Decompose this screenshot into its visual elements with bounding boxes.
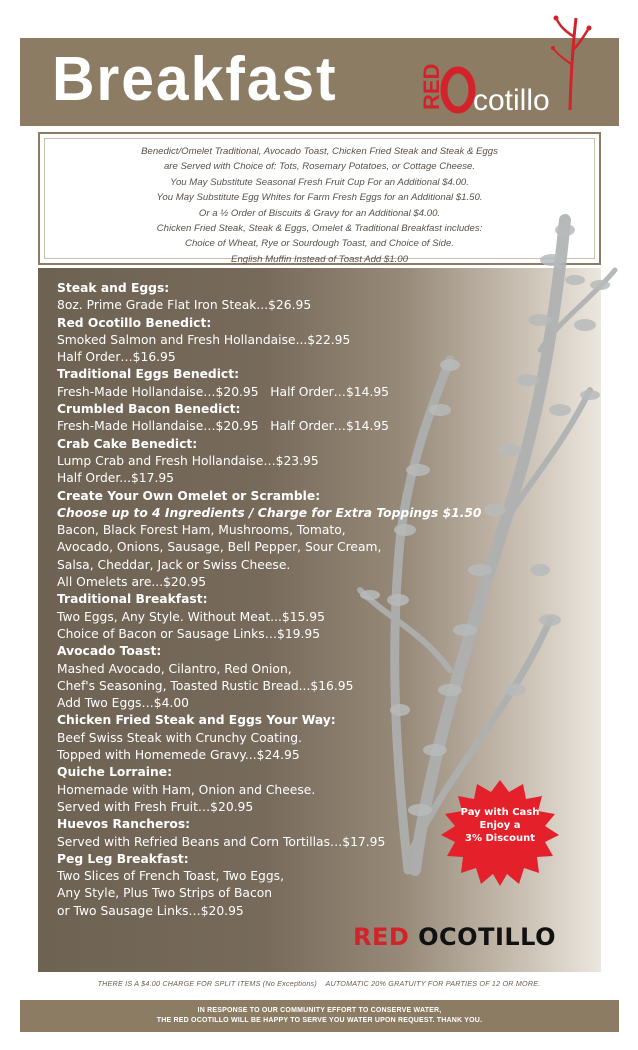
- menu-item-desc: Choice of Bacon or Sausage Links…$19.95: [57, 626, 321, 641]
- menu-item-desc: Chef's Seasoning, Toasted Rustic Bread...$16.95: [57, 678, 354, 693]
- menu-item-desc: Beef Swiss Steak with Crunchy Coating.: [57, 730, 302, 745]
- menu-item-name: Peg Leg Breakfast:: [57, 851, 189, 866]
- brand-name: OCOTILLO: [418, 923, 557, 951]
- menu-item-desc: All Omelets are...$20.95: [57, 575, 207, 590]
- menu-item-name: Create Your Own Omelet or Scramble:: [57, 488, 321, 503]
- notice-line: English Muffin Instead of Toast Add $1.00: [231, 253, 408, 265]
- menu-item-desc: Topped with Homemede Gravy...$24.95: [57, 748, 300, 763]
- menu-item-name: Quiche Lorraine:: [57, 765, 173, 780]
- menu-item-name: Avocado Toast:: [57, 644, 162, 659]
- menu-item-desc: Any Style, Plus Two Strips of Bacon: [57, 886, 273, 901]
- menu-item-name: Crumbled Bacon Benedict:: [57, 402, 241, 417]
- cash-line: Pay with Cash: [460, 807, 540, 818]
- cash-discount-text: [435, 806, 565, 845]
- menu-item-desc: Two Slices of French Toast, Two Eggs,: [57, 869, 284, 884]
- brand-wordmark: [353, 923, 556, 951]
- notice-line: are Served with Choice of: Tots, Rosemary Potatoes, or Cottage Cheese.: [163, 161, 476, 173]
- cash-line: Enjoy a: [479, 820, 521, 831]
- menu-item-desc: Two Eggs, Any Style. Without Meat...$15.95: [57, 609, 325, 624]
- cash-line: 3% Discount: [465, 833, 535, 844]
- notice-line: Or a ½ Order of Biscuits & Gravy for an Additional $4.00.: [198, 207, 441, 219]
- menu-item-subhead: Choose up to 4 Ingredients / Charge for Extra Toppings $1.50: [57, 505, 482, 520]
- menu-item-desc: Avocado, Onions, Sausage, Bell Pepper, Sour Cream,: [57, 540, 382, 555]
- notice-line: Benedict/Omelet Traditional, Avocado Toast, Chicken Fried Steak and Steak & Eggs: [141, 146, 498, 157]
- menu-item-desc: Bacon, Black Forest Ham, Mushrooms, Tomato,: [57, 523, 346, 538]
- notice-line: Chicken Fried Steak, Steak & Eggs, Omelet & Traditional Breakfast includes:: [156, 223, 483, 235]
- menu-item-desc: or Two Sausage Links…$20.95: [57, 903, 244, 918]
- red-ocotillo-logo: [413, 14, 603, 124]
- logo-cotillo-text: cotillo: [473, 84, 550, 117]
- menu-item-desc: Salsa, Cheddar, Jack or Swiss Cheese.: [57, 557, 291, 572]
- menu-item-name: Chicken Fried Steak and Eggs Your Way:: [57, 713, 336, 728]
- split-charge-note: THERE IS A $4.00 CHARGE FOR SPLIT ITEMS (No Exceptions) AUTOMATIC 20% GRATUITY FOR PARTIES OF 12 OR MORE.: [97, 979, 541, 988]
- menu-item-name: Traditional Eggs Benedict:: [57, 367, 240, 382]
- menu-item-name: Crab Cake Benedict:: [57, 436, 198, 451]
- footer-text: [20, 1006, 619, 1026]
- menu-item-desc: Lump Crab and Fresh Hollandaise…$23.95: [57, 453, 319, 468]
- notice-line: You May Substitute Egg Whites for Farm Fresh Eggs for an Additional $1.50.: [156, 192, 483, 204]
- footer-line: THE RED OCOTILLO WILL BE HAPPY TO SERVE YOU WATER UPON REQUEST. THANK YOU.: [156, 1017, 483, 1024]
- notice-line: You May Substitute Seasonal Fresh Fruit Cup For an Additional $4.00.: [170, 176, 469, 188]
- menu-item-desc: Homemade with Ham, Onion and Cheese.: [57, 782, 316, 797]
- menu-item-desc: 8oz. Prime Grade Flat Iron Steak...$26.95: [57, 298, 312, 313]
- menu-item-name: Traditional Breakfast:: [57, 592, 208, 607]
- logo-o-letter: [444, 70, 472, 110]
- menu-item-desc: Served with Fresh Fruit…$20.95: [57, 799, 254, 814]
- menu-item-name: Steak and Eggs:: [57, 281, 170, 295]
- menu-item-desc: Fresh-Made Hollandaise…$20.95 Half Order…$14.95: [57, 384, 390, 399]
- logo-red-text: RED: [419, 63, 444, 110]
- menu-item-desc: Mashed Avocado, Cilantro, Red Onion,: [57, 661, 292, 676]
- menu-item-desc: Smoked Salmon and Fresh Hollandaise...$22.95: [57, 332, 351, 347]
- brand-red: RED: [353, 923, 410, 951]
- page-title: Breakfast: [52, 45, 338, 114]
- menu-item-desc: Fresh-Made Hollandaise…$20.95 Half Order…$14.95: [57, 419, 390, 434]
- menu-item-desc: Half Order…$16.95: [57, 350, 176, 365]
- menu-item-desc: Add Two Eggs…$4.00: [57, 696, 189, 711]
- menu-item-name: Huevos Rancheros:: [57, 817, 191, 832]
- menu-item-name: Red Ocotillo Benedict:: [57, 315, 212, 330]
- menu-item-desc: Half Order...$17.95: [57, 471, 175, 486]
- menu-item-desc: Served with Refried Beans and Corn Tortillas…$17.95: [57, 834, 386, 849]
- notice-line: Choice of Wheat, Rye or Sourdough Toast, and Choice of Side.: [185, 238, 454, 250]
- footer-line: IN RESPONSE TO OUR COMMUNITY EFFORT TO CONSERVE WATER,: [197, 1007, 442, 1014]
